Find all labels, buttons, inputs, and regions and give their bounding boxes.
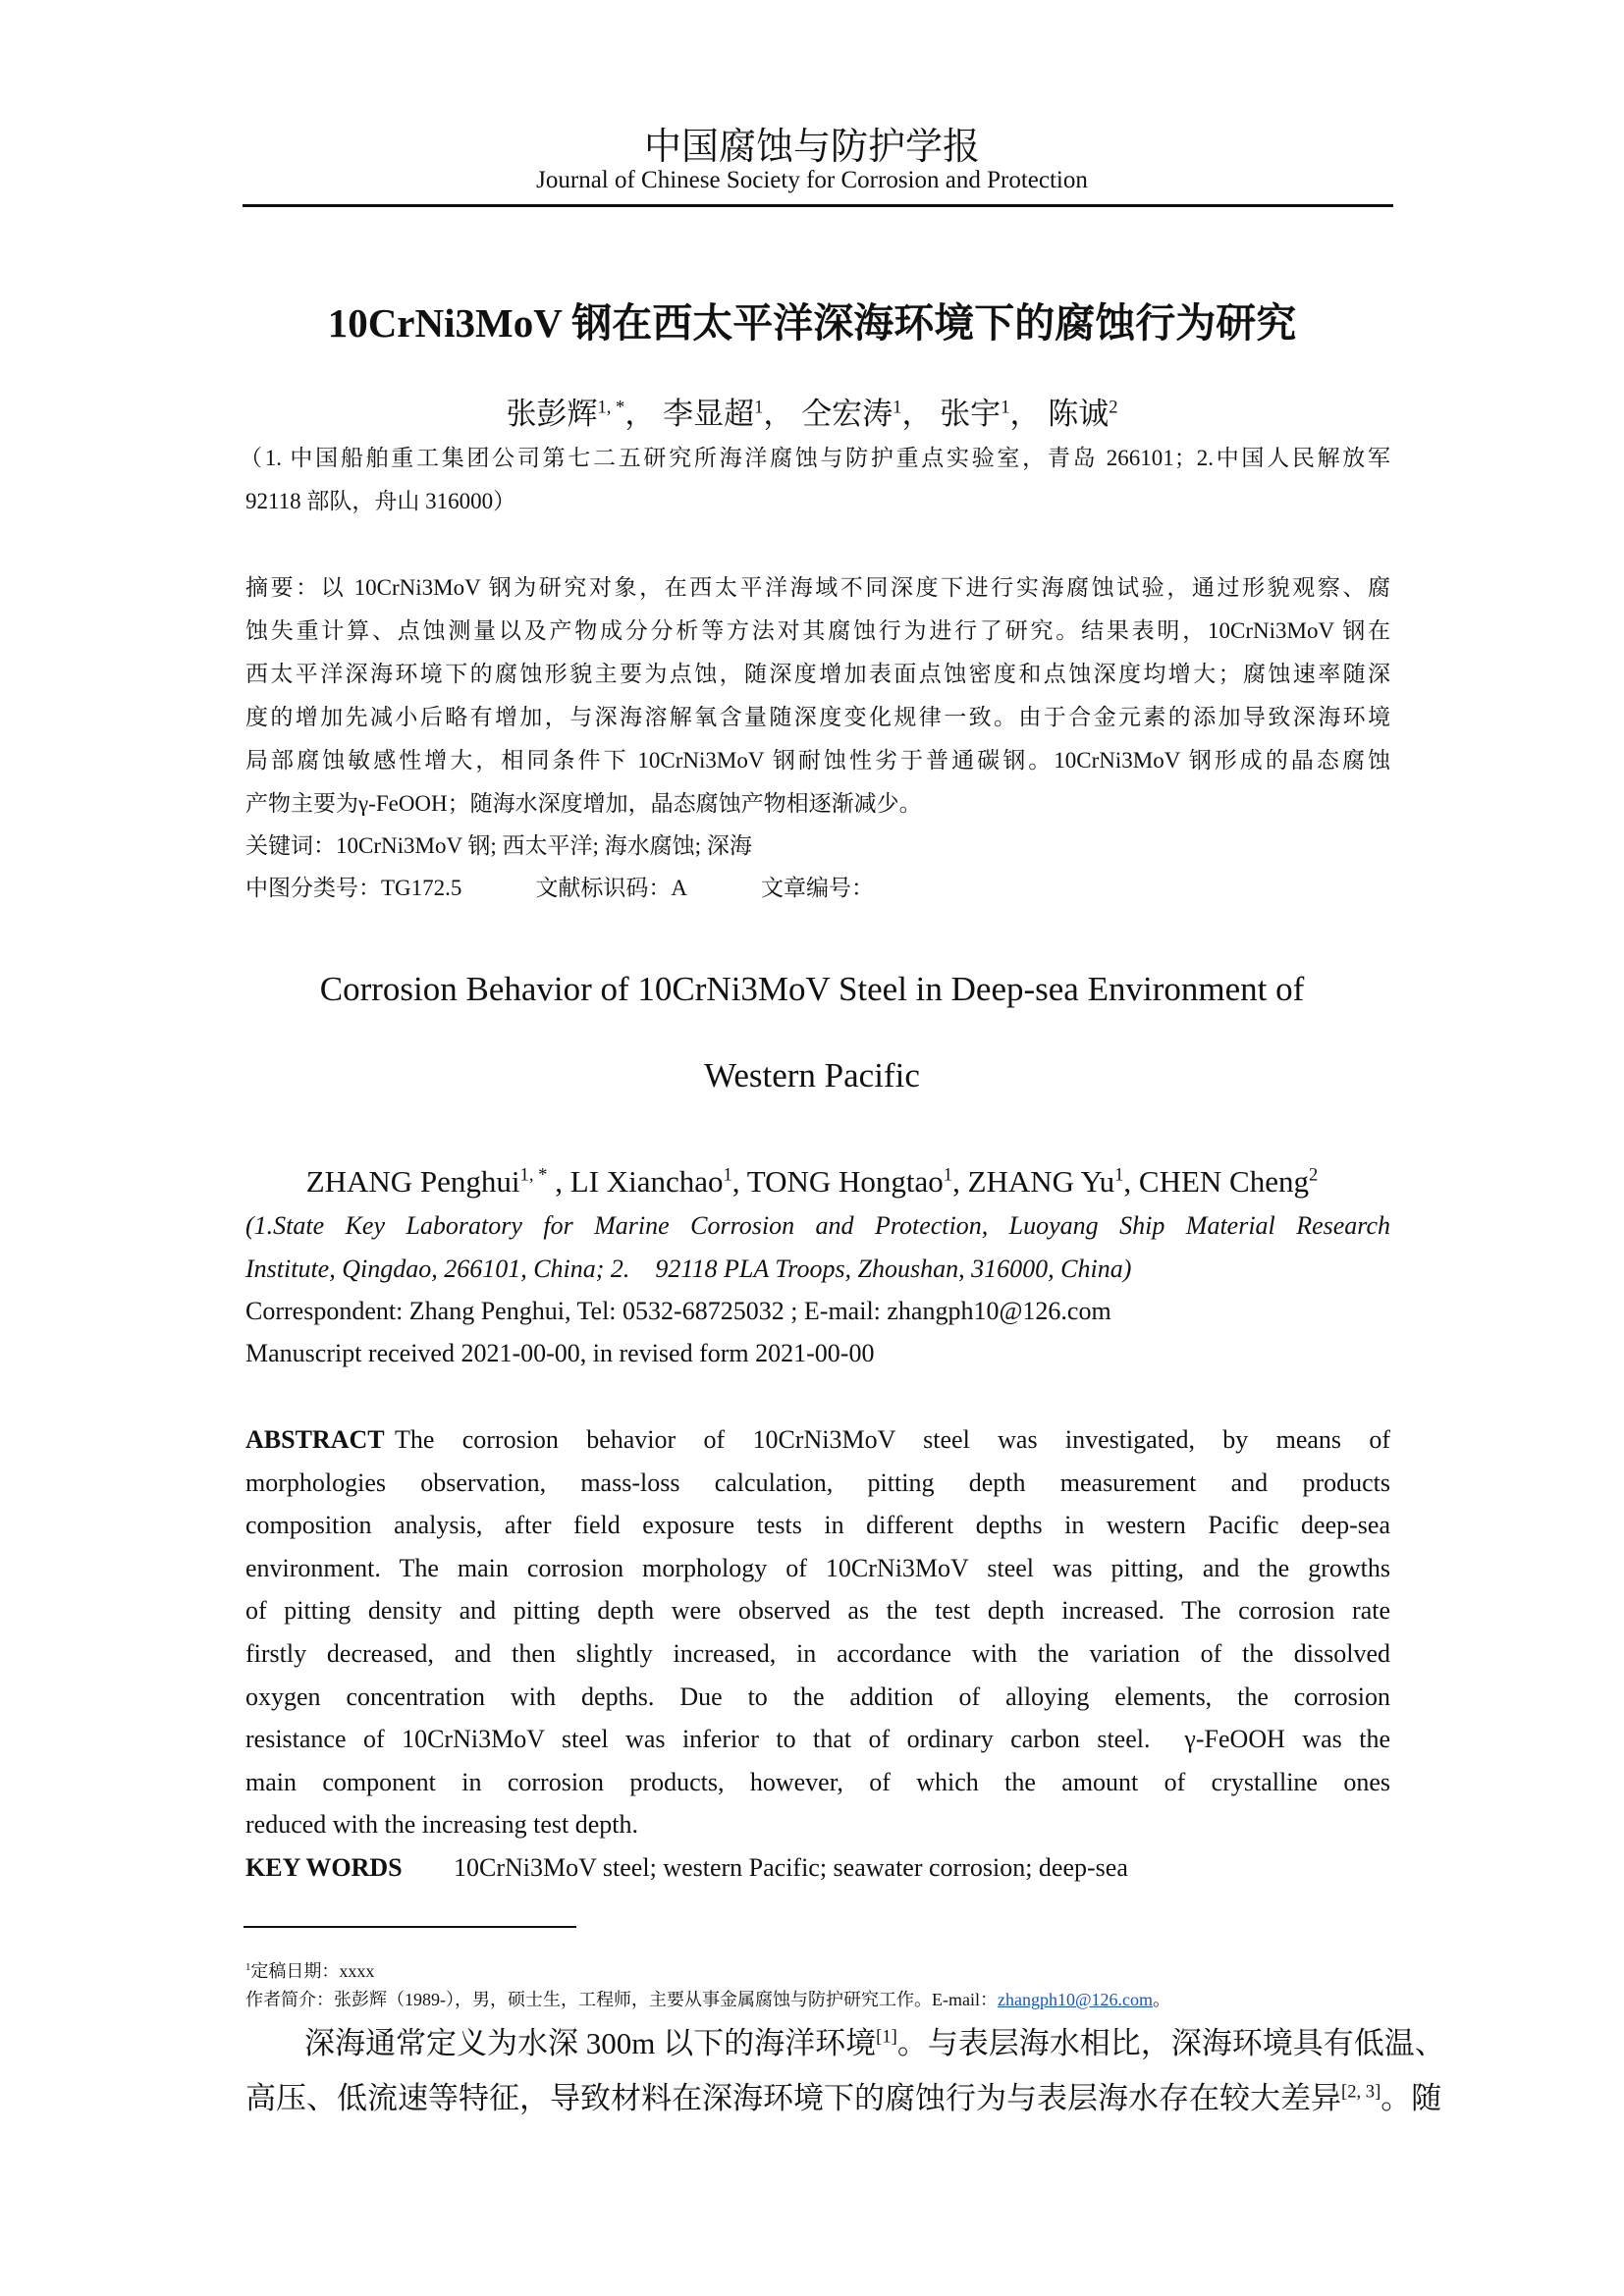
email-link[interactable]: zhangph10@126.com — [997, 1990, 1154, 2009]
abstract-line: The corrosion behavior of 10CrNi3MoV steel was investigated, by means of — [395, 1425, 1390, 1454]
abstract-line: 局部腐蚀敏感性增大，相同条件下 10CrNi3MoV 钢耐蚀性劣于普通碳钢。10CrNi3MoV 钢形成的晶态腐蚀 — [245, 748, 1390, 773]
journal-title-cn: 中国腐蚀与防护学报 — [643, 127, 980, 168]
abstract-line: main component in corrosion products, however, of which the amount of crystalline ones — [245, 1768, 1390, 1796]
manuscript-dates: Manuscript received 2021-00-00, in revised form 2021-00-00 — [245, 1339, 875, 1367]
keywords-cn: 关键词：10CrNi3MoV 钢; 西太平洋; 海水腐蚀; 深海 — [245, 833, 752, 858]
affiliation-en: Institute, Qingdao, 266101, China; 2. 92118 PLA Troops, Zhoushan, 316000, China) — [245, 1255, 1132, 1283]
body-paragraph-line: 高压、低流速等特征，导致材料在深海环境下的腐蚀行为与表层海水存在较大差异[2, 3]。随 — [245, 2081, 1442, 2115]
keywords-label: KEY WORDS — [245, 1853, 403, 1882]
footnote-date: $^1$定稿日期：xxxx — [245, 1961, 375, 1981]
abstract-line: environment. The main corrosion morphology of 10CrNi3MoV steel was pitting, and the growths — [245, 1554, 1390, 1582]
abstract-label: ABSTRACT — [245, 1425, 385, 1454]
correspondent: Correspondent: Zhang Penghui, Tel: 0532-68725032 ; E-mail: zhangph10@126.com — [245, 1297, 1111, 1325]
journal-title-en: Journal of Chinese Society for Corrosion and Protection — [536, 167, 1088, 193]
abstract-line: oxygen concentration with depths. Due to the addition of alloying elements, the corrosion — [245, 1682, 1390, 1711]
abstract-line: 摘要：以 10CrNi3MoV 钢为研究对象，在西太平洋海域不同深度下进行实海腐蚀试验，通过形貌观察、腐 — [245, 575, 1390, 600]
author-name: 仝宏涛 — [801, 397, 893, 431]
keywords-en: 10CrNi3MoV steel; western Pacific; seawater corrosion; deep-sea — [454, 1853, 1128, 1882]
authors-en: ZHANG Penghui$^{1, *}$ , LI Xianchao$^1$, TONG Hongtao$^1$, ZHANG Yu$^1$, CHEN Cheng$^2$ — [305, 1164, 1319, 1199]
abstract-line: firstly decreased, and then slightly increased, in accordance with the variation of the dissolved — [245, 1639, 1390, 1668]
author-name: 陈诚 — [1048, 397, 1110, 431]
abstract-line: reduced with the increasing test depth. — [245, 1810, 638, 1839]
body-paragraph-line: 深海通常定义为水深 300m 以下的海洋环境[1]。与表层海水相比，深海环境具有低温、 — [304, 2026, 1445, 2060]
paper-title-en: Western Pacific — [704, 1056, 920, 1095]
affiliation-cn: 92118 部队，舟山 316000） — [245, 489, 516, 513]
classification: 中图分类号：TG172.5 文献标识码：A 文章编号： — [245, 876, 875, 900]
abstract-line: 度的增加先减小后略有增加，与深海溶解氧含量随深度变化规律一致。由于合金元素的添加导致深海环境 — [245, 705, 1390, 729]
paper-title-cn: 10CrNi3MoV 钢在西太平洋深海环境下的腐蚀行为研究 — [327, 300, 1297, 346]
abstract-line: resistance of 10CrNi3MoV steel was inferior to that of ordinary carbon steel. γ-FeOOH was the — [245, 1725, 1390, 1753]
abstract-line: morphologies observation, mass-loss calculation, pitting depth measurement and products — [245, 1468, 1390, 1497]
abstract-line: 西太平洋深海环境下的腐蚀形貌主要为点蚀，随深度增加表面点蚀密度和点蚀深度均增大；腐蚀速率随深 — [245, 662, 1390, 686]
paper-title-en: Corrosion Behavior of 10CrNi3MoV Steel in Deep-sea Environment of — [319, 970, 1305, 1008]
abstract-line: 产物主要为γ-FeOOH；随海水深度增加，晶态腐蚀产物相逐渐减少。 — [245, 791, 922, 816]
authors-cn: 张彭辉$^{1, *}$， 李显超$^1$， 仝宏涛$^1$， 张宇$^1$， 陈诚$^2$ — [506, 397, 1118, 431]
affiliation-cn: （1. 中国船舶重工集团公司第七二五研究所海洋腐蚀与防护重点实验室，青岛 266101；2.中国人民解放军 — [240, 446, 1390, 470]
author-name: 张彭辉 — [506, 397, 598, 431]
affiliation-en: (1.State Key Laboratory for Marine Corrosion and Protection, Luoyang Ship Material Research — [245, 1211, 1390, 1240]
author-name: 张宇 — [940, 397, 1001, 431]
footnote-rule — [244, 1926, 576, 1928]
footnote-bio: 作者简介：张彭辉（1989-），男，硕士生，工程师，主要从事金属腐蚀与防护研究工作。E-mail：zhangph10@126.com。 — [245, 1990, 1171, 2009]
abstract-line: of pitting density and pitting depth were observed as the test depth increased. The corrosion rate — [245, 1596, 1390, 1625]
header-rule — [243, 204, 1393, 207]
abstract-line: composition analysis, after field exposure tests in different depths in western Pacific deep-sea — [245, 1511, 1390, 1539]
author-name: 李显超 — [663, 397, 755, 431]
abstract-line: 蚀失重计算、点蚀测量以及产物成分分析等方法对其腐蚀行为进行了研究。结果表明，10CrNi3MoV 钢在 — [245, 618, 1390, 643]
